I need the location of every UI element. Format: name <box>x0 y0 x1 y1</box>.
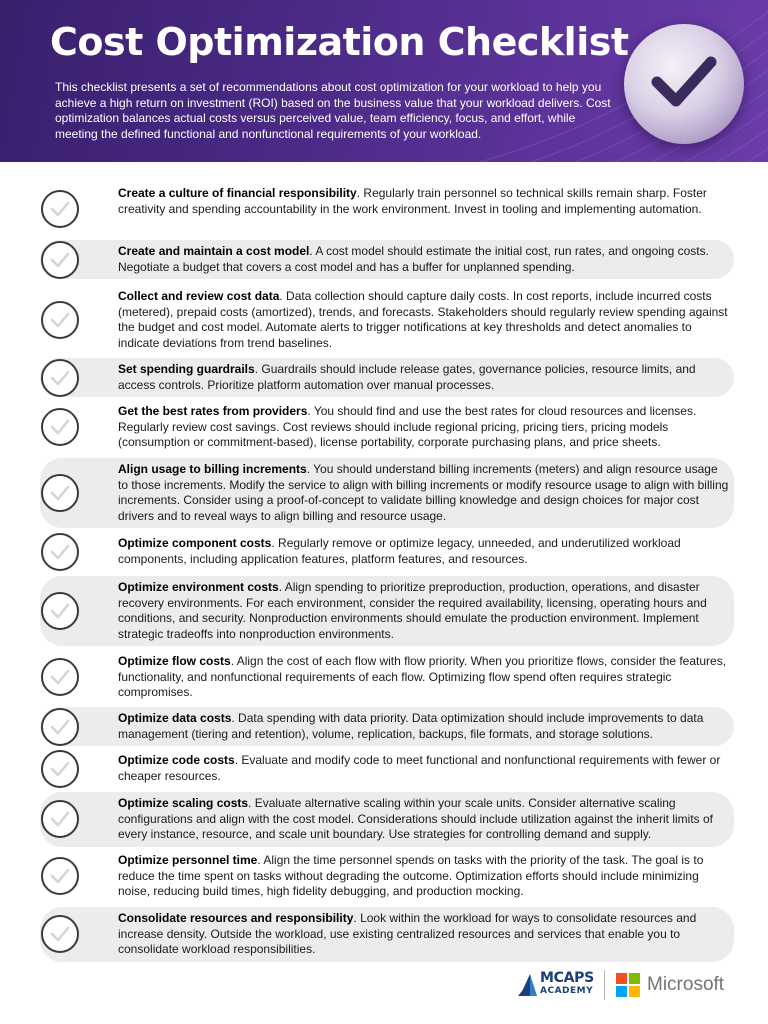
item-text <box>118 753 730 784</box>
footer-logos <box>518 968 738 1004</box>
item-text <box>118 580 730 642</box>
item-title: Set spending guardrails <box>118 362 255 376</box>
page-title: Cost Optimization Checklist <box>50 20 629 64</box>
checkbox-check-icon[interactable] <box>41 474 79 512</box>
checkbox-check-icon[interactable] <box>41 190 79 228</box>
item-title: Optimize data costs <box>118 711 232 725</box>
item-text <box>118 362 730 393</box>
item-text <box>118 462 730 524</box>
checklist-item <box>0 580 768 642</box>
microsoft-wordmark: Microsoft <box>647 974 725 995</box>
item-body: . Data collection should capture daily costs. In cost reports, include incurred costs (metered), prepaid costs (amortized), trends, and forecasts. Stakeholders should regularly review spending against the budget and cost model. Automate alerts to trigger notifications at key thresholds and detect anomalies to indicate deviations from trend baselines. <box>118 289 728 350</box>
academy-text: ACADEMY <box>540 986 594 996</box>
item-title: Align usage to billing increments <box>118 462 307 476</box>
checklist-item <box>0 911 768 958</box>
item-title: Create and maintain a cost model <box>118 244 310 258</box>
header-banner <box>0 0 768 162</box>
logo-divider <box>604 970 605 1000</box>
microsoft-logo <box>616 973 736 999</box>
item-body: . Regularly train personnel so technical skills remain sharp. Foster creativity and spending accountability in the work environment. Invest in tooling and implementing automation. <box>118 186 707 216</box>
item-text <box>118 796 730 843</box>
checkbox-check-icon[interactable] <box>41 857 79 895</box>
item-text <box>118 289 730 351</box>
checklist-item <box>0 853 768 900</box>
checklist-item <box>0 404 768 451</box>
item-title: Optimize component costs <box>118 536 272 550</box>
checkbox-check-icon[interactable] <box>41 533 79 571</box>
checkbox-check-icon[interactable] <box>41 750 79 788</box>
item-body: . You should understand billing increments (meters) and align resource usage to those increments. Modify the service to align with billing increments or modify resource usage to align with billing increments. Consider using a proof-of-concept to validate billing knowledge and design choices for major cost drivers and to reveal ways to align billing and resource usage. <box>118 462 729 523</box>
checklist-item <box>0 796 768 843</box>
checkbox-check-icon[interactable] <box>41 800 79 838</box>
checkbox-check-icon[interactable] <box>41 408 79 446</box>
item-title: Optimize code costs <box>118 753 235 767</box>
checkbox-check-icon[interactable] <box>41 592 79 630</box>
item-text <box>118 244 730 275</box>
checklist-item <box>0 462 768 524</box>
item-text <box>118 186 730 217</box>
checklist-item <box>0 753 768 784</box>
item-body: . Look within the workload for ways to consolidate resources and increase density. Outside the workload, use existing centralized resources and services that enable you to consolidate workload responsibilities. <box>118 911 697 956</box>
checkmark-badge-icon <box>624 24 744 144</box>
checklist-item <box>0 289 768 351</box>
item-title: Create a culture of financial responsibility <box>118 186 357 200</box>
mcaps-logo-icon <box>518 972 538 998</box>
item-title: Collect and review cost data <box>118 289 280 303</box>
item-body: . Align the cost of each flow with flow priority. When you prioritize flows, consider the features, functionality, and nonfunctional requirements of each flow. Optimizing flow spend often requires strategic compromises. <box>118 654 727 699</box>
checklist-item <box>0 654 768 701</box>
checklist-item <box>0 362 768 393</box>
item-body: . Guardrails should include release gates, governance policies, resource limits, and access controls. Prioritize platform automation over manual processes. <box>118 362 696 392</box>
checkbox-check-icon[interactable] <box>41 241 79 279</box>
item-title: Optimize environment costs <box>118 580 279 594</box>
checkbox-check-icon[interactable] <box>41 708 79 746</box>
mcaps-text: MCAPS <box>540 970 594 986</box>
item-title: Optimize scaling costs <box>118 796 249 810</box>
checklist-item <box>0 536 768 567</box>
item-body: . Regularly remove or optimize legacy, unneeded, and underutilized workload components, including application features, platform features, and resources. <box>118 536 681 566</box>
intro-paragraph: This checklist presents a set of recommendations about cost optimization for your workload to help you achieve a high return on investment (ROI) based on the business value that your workload delivers. Cost optimization balances actual costs versus perceived value, team efficiency, focus, and effort, while meeting the defined functional and nonfunctional requirements of your workload. <box>55 80 611 141</box>
item-title: Consolidate resources and responsibility <box>118 911 354 925</box>
item-title: Get the best rates from providers <box>118 404 308 418</box>
item-body: . Evaluate and modify code to meet functional and nonfunctional requirements with fewer or cheaper resources. <box>118 753 721 783</box>
item-text <box>118 654 730 701</box>
item-body: . Evaluate alternative scaling within your scale units. Consider alternative scaling configurations and align with the cost model. Considerations should include utilization against the inherit limits of every instance, resource, and scale unit boundary. Use strategies for controlling demand and supply. <box>118 796 714 841</box>
checklist-item <box>0 244 768 275</box>
item-body: . A cost model should estimate the initial cost, run rates, and ongoing costs. Negotiate a budget that covers a cost model and has a buffer for unplanned spending. <box>118 244 709 274</box>
checkbox-check-icon[interactable] <box>41 658 79 696</box>
item-text <box>118 711 730 742</box>
item-text <box>118 404 730 451</box>
item-text <box>118 853 730 900</box>
mcaps-academy-logo <box>518 970 598 1000</box>
item-body: . Align the time personnel spends on tasks with the priority of the task. The goal is to reduce the time spent on tasks without degrading the outcome. Optimization efforts should include minimizing noise, reducing build times, high fidelity debugging, and production mocking. <box>118 853 704 898</box>
checklist-item <box>0 186 768 233</box>
item-title: Optimize flow costs <box>118 654 231 668</box>
item-body: . Align spending to prioritize preproduction, production, operations, and disaster recovery environments. For each environment, consider the required availability, licensing, operating hours and conditions, and security. Nonproduction environments should emulate the production environment. Implement strategic tradeoffs into nonproduction environments. <box>118 580 707 641</box>
item-text <box>118 536 730 567</box>
item-body: . Data spending with data priority. Data optimization should include improvements to data management (tiering and retention), volume, replication, backups, file formats, and storage solutions. <box>118 711 704 741</box>
checkbox-check-icon[interactable] <box>41 301 79 339</box>
checkbox-check-icon[interactable] <box>41 915 79 953</box>
checklist-item <box>0 711 768 742</box>
item-body: . You should find and use the best rates for cloud resources and licenses. Regularly review cost savings. Cost reviews should include regional pricing, pricing tiers, pricing models (consumption or commitment-based), license portability, corporate purchasing plans, and price sheets. <box>118 404 697 449</box>
microsoft-logo-icon <box>616 973 640 997</box>
item-title: Optimize personnel time <box>118 853 258 867</box>
item-text <box>118 911 730 958</box>
checkbox-check-icon[interactable] <box>41 359 79 397</box>
